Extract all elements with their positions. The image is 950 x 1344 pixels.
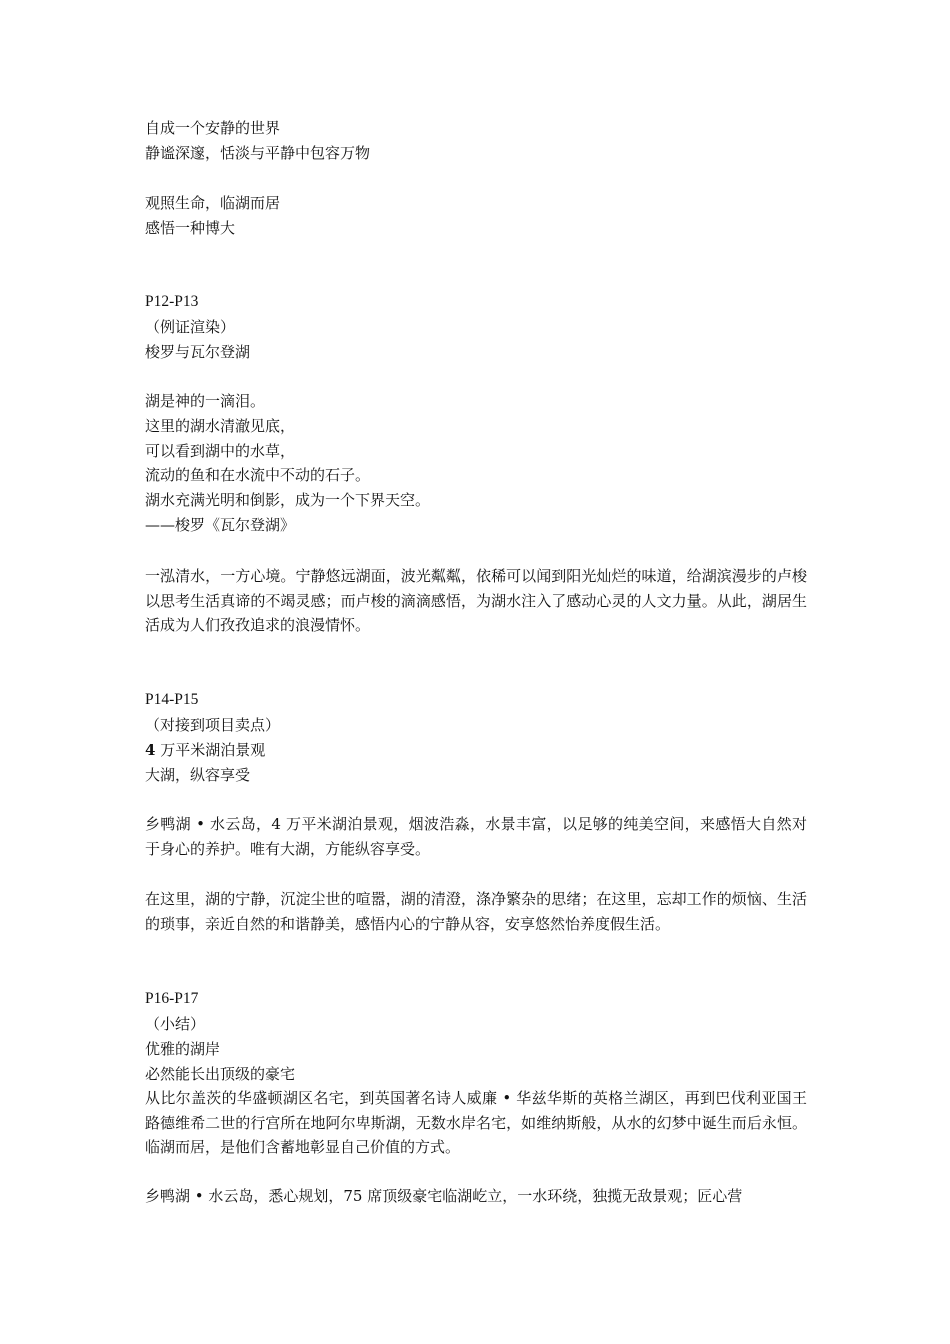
intro-line-4: 感悟一种博大 bbox=[145, 219, 236, 237]
section-2-subtitle: 大湖，纵容享受 bbox=[145, 766, 251, 784]
section-2-title-text: 万平米湖泊景观 bbox=[155, 741, 266, 759]
section-1-title: 梭罗与瓦尔登湖 bbox=[145, 343, 251, 361]
section-1-paragraph: 一泓清水，一方心境。宁静悠远湖面，波光粼粼，依稀可以闻到阳光灿烂的味道，给湖滨漫步的卢梭以思考生活真谛的不竭灵感；而卢梭的滴滴感悟，为湖水注入了感动心灵的人文力量。从此，湖居生活成为人们孜孜追求的浪漫情怀。 bbox=[145, 567, 807, 634]
section-2-title-number: 4 bbox=[145, 741, 156, 759]
intro-line-3: 观照生命，临湖而居 bbox=[145, 194, 281, 212]
section-3-paragraph-1: 从比尔盖茨的华盛顿湖区名宅，到英国著名诗人威廉 • 华兹华斯的英格兰湖区，再到巴伐利亚国王路德维希二世的行宫所在地阿尔卑斯湖，无数水岸名宅，如维纳斯般，从水的幻梦中诞生而后永恒。临湖而居，是他们含蓄地彰显自己价值的方式。 bbox=[145, 1089, 807, 1156]
intro-line-2: 静谧深邃，恬淡与平静中包容万物 bbox=[145, 144, 371, 162]
section-2-pages: P14-P15 bbox=[145, 691, 199, 708]
quote-line: 可以看到湖中的水草， bbox=[145, 442, 296, 460]
quote-line: 湖是神的一滴泪。 bbox=[145, 392, 266, 410]
quote-attribution: ——梭罗《瓦尔登湖》 bbox=[145, 516, 296, 534]
section-2-title bbox=[145, 741, 807, 759]
quote-line: 这里的湖水清澈见底， bbox=[145, 417, 296, 435]
quote-line: 湖水充满光明和倒影，成为一个下界天空。 bbox=[145, 491, 431, 509]
section-3-note: （小结） bbox=[145, 1015, 206, 1033]
section-3-title: 优雅的湖岸 bbox=[145, 1040, 221, 1058]
section-2-paragraph-1: 乡鸭湖 • 水云岛，4 万平米湖泊景观，烟波浩淼，水景丰富，以足够的纯美空间，来感悟大自然对于身心的养护。唯有大湖，方能纵容享受。 bbox=[145, 815, 807, 858]
quote-line: 流动的鱼和在水流中不动的石子。 bbox=[145, 466, 371, 484]
section-3-pages: P16-P17 bbox=[145, 990, 199, 1007]
section-3-paragraph-2: 乡鸭湖 • 水云岛，悉心规划，75 席顶级豪宅临湖屹立，一水环绕，独揽无敌景观；匠心营 bbox=[145, 1187, 743, 1205]
section-2-note: （对接到项目卖点） bbox=[145, 716, 281, 734]
section-1-note: （例证渲染） bbox=[145, 318, 236, 336]
section-1-pages: P12-P13 bbox=[145, 293, 199, 310]
section-2-paragraph-2: 在这里，湖的宁静，沉淀尘世的喧嚣，湖的清澄，涤净繁杂的思绪；在这里，忘却工作的烦恼、生活的琐事，亲近自然的和谐静美，感悟内心的宁静从容，安享悠然怡养度假生活。 bbox=[145, 890, 807, 933]
intro-line-1: 自成一个安静的世界 bbox=[145, 119, 281, 137]
section-3-subtitle: 必然能长出顶级的豪宅 bbox=[145, 1065, 296, 1083]
